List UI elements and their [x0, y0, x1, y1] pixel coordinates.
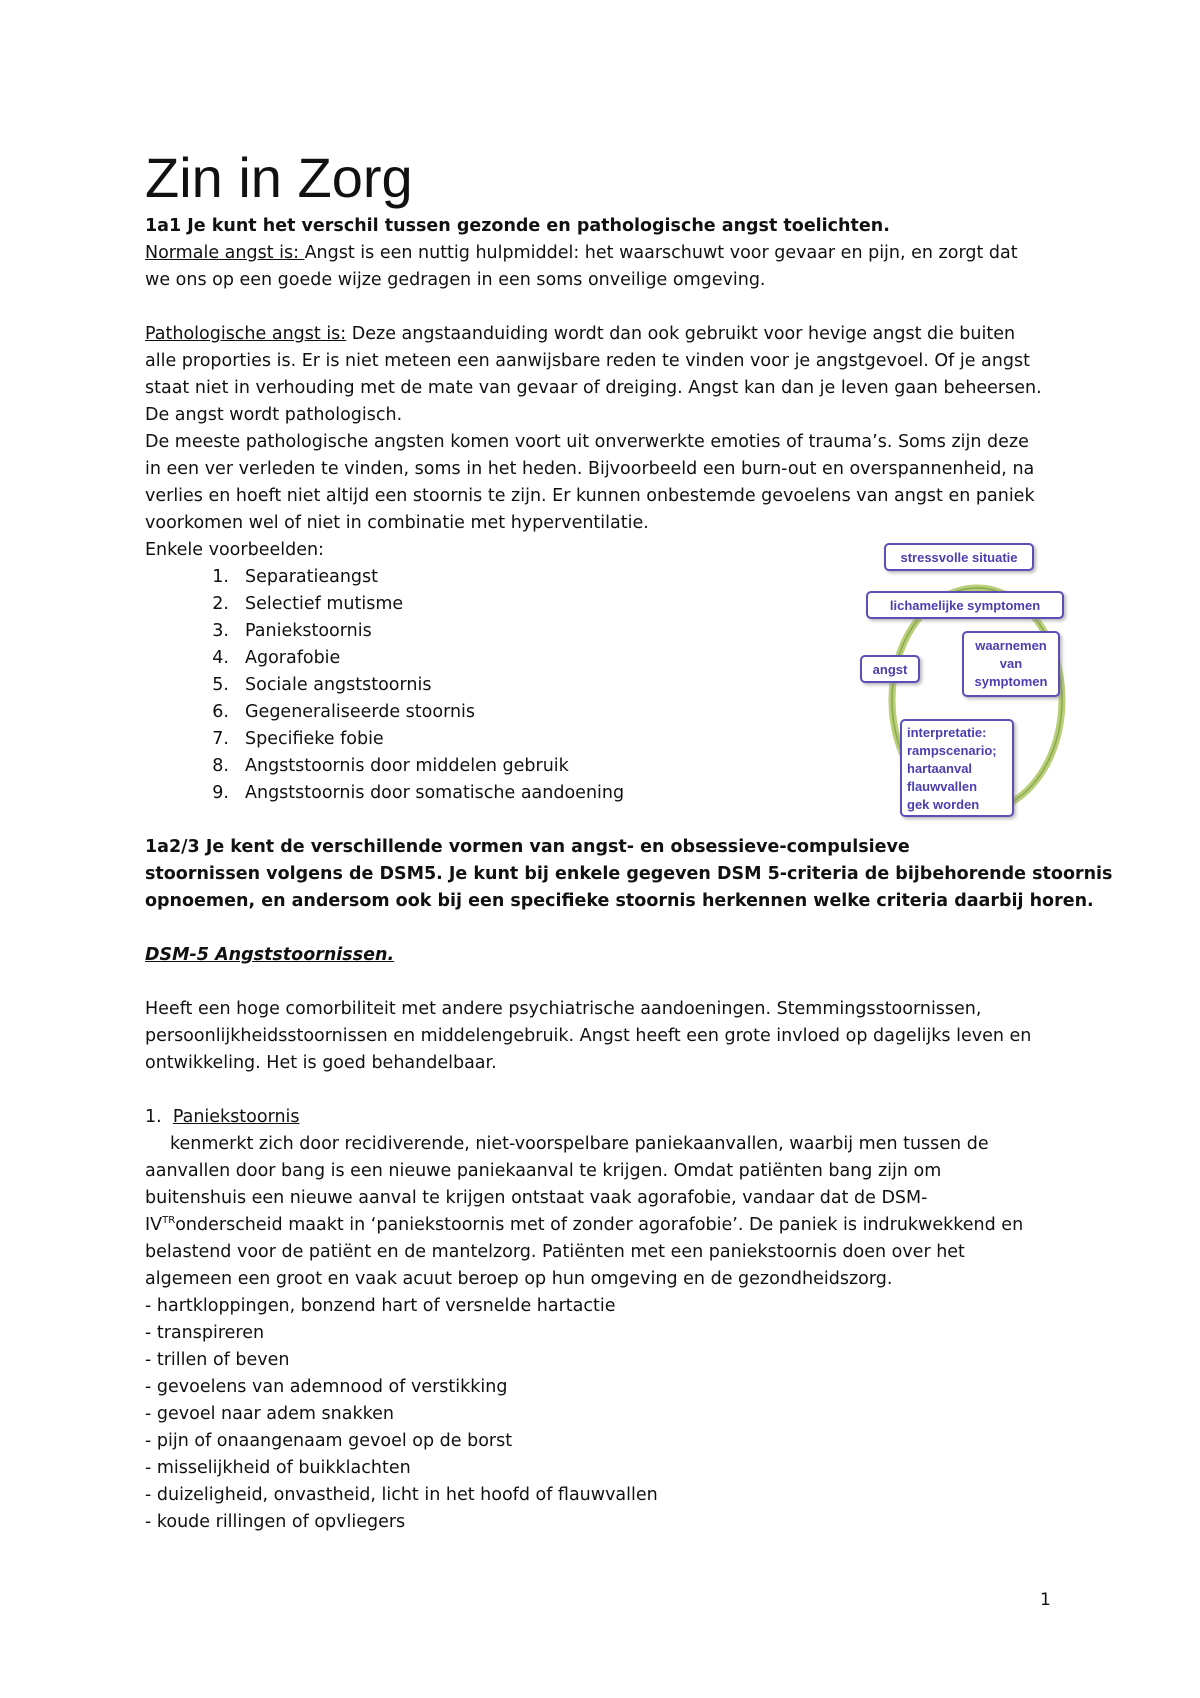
- svg-text:van: van: [999, 656, 1023, 671]
- svg-text:symptomen: symptomen: [974, 674, 1048, 689]
- panic-paragraph-line-6: algemeen een groot en vaak acuut beroep op hun omgeving en de gezondheidszorg.: [145, 1269, 893, 1289]
- pathological-line-3: staat niet in verhouding met de mate van gevaar of dreiging. Angst kan dan je leven gaan beheersen.: [145, 378, 1042, 398]
- normal-anxiety-label: Normale angst is:: [145, 243, 305, 263]
- panic-item-title: Paniekstoornis: [172, 1107, 300, 1127]
- list-item: - duizeligheid, onvastheid, licht in het hoofd of flauwvallen: [145, 1485, 658, 1505]
- list-item: 8. Angststoornis door middelen gebruik: [212, 756, 569, 776]
- svg-text:angst: angst: [872, 662, 908, 677]
- box-stressful-situation: [885, 544, 1033, 570]
- panic-paragraph-line-5: belastend voor de patiënt en de mantelzorg. Patiënten met een paniekstoornis doen over het: [145, 1242, 965, 1262]
- box-perceiving-symptoms: [963, 632, 1059, 696]
- list-item: - trillen of beven: [145, 1350, 290, 1370]
- page-number: 1: [1040, 1590, 1051, 1610]
- panic-paragraph-line-2: aanvallen door bang is een nieuwe paniekaanval te krijgen. Omdat patiënten bang zijn om: [145, 1161, 942, 1181]
- list-item: 4. Agorafobie: [212, 648, 341, 668]
- svg-text:interpretatie:: interpretatie:: [907, 725, 987, 740]
- panic-paragraph-line-3: buitenshuis een nieuwe aanval te krijgen ontstaat vaak agorafobie, vandaar dat de DSM-: [145, 1188, 928, 1208]
- document-title: Zin in Zorg: [145, 146, 413, 209]
- list-item: - transpireren: [145, 1323, 265, 1343]
- pathological-line-7: verlies en hoeft niet altijd een stoornis te zijn. Er kunnen onbestemde gevoelens van angst en paniek: [145, 486, 1035, 506]
- list-item: - gevoelens van ademnood of verstikking: [145, 1377, 508, 1397]
- list-item: 1. Separatieangst: [212, 567, 379, 587]
- list-item: 3. Paniekstoornis: [212, 621, 372, 641]
- list-item: - pijn of onaangenaam gevoel op de borst: [145, 1431, 513, 1451]
- svg-text:lichamelijke symptomen: lichamelijke symptomen: [889, 598, 1041, 613]
- box-anxiety: [861, 656, 919, 682]
- list-item: 6. Gegeneraliseerde stoornis: [212, 702, 476, 722]
- pathological-line-5: De meeste pathologische angsten komen voort uit onverwerkte emoties of trauma’s. Soms zijn deze: [145, 432, 1029, 452]
- list-item: 7. Specifieke fobie: [212, 729, 384, 749]
- pathological-line-4: De angst wordt pathologisch.: [145, 405, 403, 425]
- normal-anxiety-line-1: [145, 240, 1018, 267]
- anxiety-cycle-diagram: [855, 540, 1085, 840]
- pathological-label: Pathologische angst is:: [145, 324, 347, 344]
- dsm-intro-line-1: Heeft een hoge comorbiliteit met andere psychiatrische aandoeningen. Stemmingsstoornissen,: [145, 999, 982, 1019]
- list-item: - koude rillingen of opvliegers: [145, 1512, 406, 1532]
- panic-paragraph-line-4: $IV^{TR}onderscheid$ maakt in ‘paniekstoornis met of zonder agorafobie’. De paniek is indrukwekkend en: [145, 1215, 1024, 1235]
- pathological-line-1: [145, 321, 1015, 348]
- dsm-intro-line-2: persoonlijkheidsstoornissen en middelengebruik. Angst heeft een grote invloed op dagelijks leven en: [145, 1026, 1032, 1046]
- section1-heading: 1a1 Je kunt het verschil tussen gezonde en pathologische angst toelichten.: [145, 216, 890, 236]
- pathological-line-6: in een ver verleden te vinden, soms in het heden. Bijvoorbeeld een burn-out en overspannenheid, na: [145, 459, 1035, 479]
- svg-text:hartaanval: hartaanval: [907, 761, 973, 776]
- section2-heading-line-1: 1a2/3 Je kent de verschillende vormen van angst- en obsessieve-compulsieve: [145, 837, 910, 857]
- svg-text:rampscenario;: rampscenario;: [907, 743, 997, 758]
- section2-heading-line-2: stoornissen volgens de DSM5. Je kunt bij enkele gegeven DSM 5-criteria de bijbehorende stoornis: [145, 864, 1113, 884]
- svg-text:waarnemen: waarnemen: [975, 638, 1047, 653]
- panic-paragraph-line-1: kenmerkt zich door recidiverende, niet-voorspelbare paniekaanvallen, waarbij men tussen de: [170, 1134, 989, 1154]
- pathological-line-8: voorkomen wel of niet in combinatie met hyperventilatie.: [145, 513, 649, 533]
- list-item: 2. Selectief mutisme: [212, 594, 404, 614]
- list-item: 5. Sociale angststoornis: [212, 675, 432, 695]
- dsm-intro-line-3: ontwikkeling. Het is goed behandelbaar.: [145, 1053, 497, 1073]
- examples-label: Enkele voorbeelden:: [145, 540, 324, 560]
- section2-heading-line-3: opnoemen, en andersom ook bij een specifieke stoornis herkennen welke criteria daarbij horen.: [145, 891, 1094, 911]
- box-physical-symptoms: [867, 592, 1063, 618]
- pathological-text: Deze angstaanduiding wordt dan ook gebruikt voor hevige angst die buiten: [346, 324, 1016, 344]
- svg-text:gek worden: gek worden: [907, 797, 980, 812]
- svg-text:flauwvallen: flauwvallen: [907, 779, 978, 794]
- svg-text:stressvolle situatie: stressvolle situatie: [900, 550, 1018, 565]
- panic-disorder-heading: [145, 1104, 300, 1131]
- dsm-title: DSM-5 Angststoornissen.: [145, 945, 395, 965]
- normal-anxiety-line-2: we ons op een goede wijze gedragen in een soms onveilige omgeving.: [145, 270, 766, 290]
- list-item: 9. Angststoornis door somatische aandoening: [212, 783, 625, 803]
- pathological-line-2: alle proporties is. Er is niet meteen een aanwijsbare reden te vinden voor je angstgevoel. Of je angst: [145, 351, 1030, 371]
- list-item: - misselijkheid of buikklachten: [145, 1458, 411, 1478]
- panic-item-number: 1.: [145, 1107, 162, 1127]
- box-interpretation: [901, 720, 1013, 816]
- list-item: - hartkloppingen, bonzend hart of versnelde hartactie: [145, 1296, 616, 1316]
- normal-anxiety-text: Angst is een nuttig hulpmiddel: het waarschuwt voor gevaar en pijn, en zorgt dat: [304, 243, 1018, 263]
- list-item: - gevoel naar adem snakken: [145, 1404, 394, 1424]
